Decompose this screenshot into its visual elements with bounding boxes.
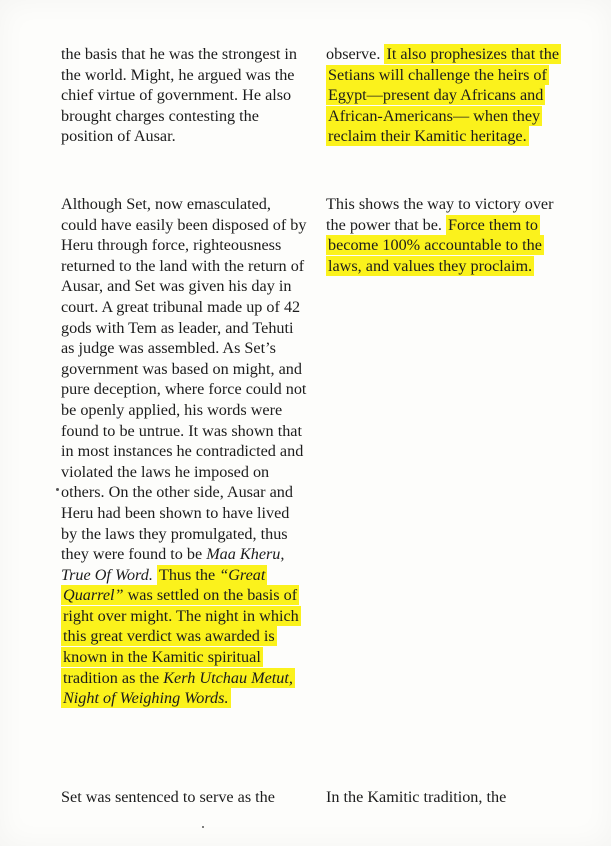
right-paragraph-2 <box>326 194 566 276</box>
left-highlight-text <box>61 565 301 709</box>
great-quarrel-italic: “Great Quarrel” <box>63 565 266 605</box>
left-paragraph-2-text: Although Set, now emasculated, could have easily been disposed of by Heru through force, righteousness returned to the land with the return of Ausar, and Set was given his day in court. A great tribunal made up of 42 gods with Tem as leader, and Tehuti as judge was assembled. As Set’s government was based on might, and pure deception, where force could not be openly applied, his words were found to be untrue. It was shown that in most instances he contradicted and violated the laws he imposed on others. On the other side, Ausar and Heru had been shown to have lived by the laws they promulgated, thus they were found to be <box>61 195 307 564</box>
maa-kheru-italic: Maa Kheru, True Of Word. <box>61 545 285 584</box>
right-paragraph-1 <box>326 44 566 147</box>
victory-text: This shows the way to victory over the power that be. <box>326 195 554 234</box>
observe-text: observe. <box>326 45 381 63</box>
left-paragraph-1: the basis that he was the strongest in the world. Might, he argued was the chief virtue of government. He also brought charges contesting the position of Ausar. <box>61 45 298 146</box>
left-paragraph-2 <box>61 194 309 709</box>
speck-mark <box>202 826 204 828</box>
highlight-thus-the: Thus the <box>158 565 220 584</box>
speck-mark <box>56 488 59 491</box>
left-paragraph-3: Set was sentenced to serve as the <box>61 788 275 806</box>
prophecy-highlight: It also prophesizes that the Setians will challenge the heirs of Egypt—present day Africans and African-Americans— when they reclaim their Kamitic heritage. <box>328 45 560 146</box>
kerh-utchau-italic: Kerh Utchau Metut, Night of Weighing Words. <box>63 668 293 708</box>
right-paragraph-3: In the Kamitic tradition, the <box>326 788 507 806</box>
accountable-highlight: Force them to become 100% accountable to the laws, and values they proclaim. <box>328 215 542 275</box>
highlight-verdict-text: was settled on the basis of right over might. The night in which this great verdict was awarded is known in the Kamitic spiritual tradition as the <box>63 586 299 687</box>
